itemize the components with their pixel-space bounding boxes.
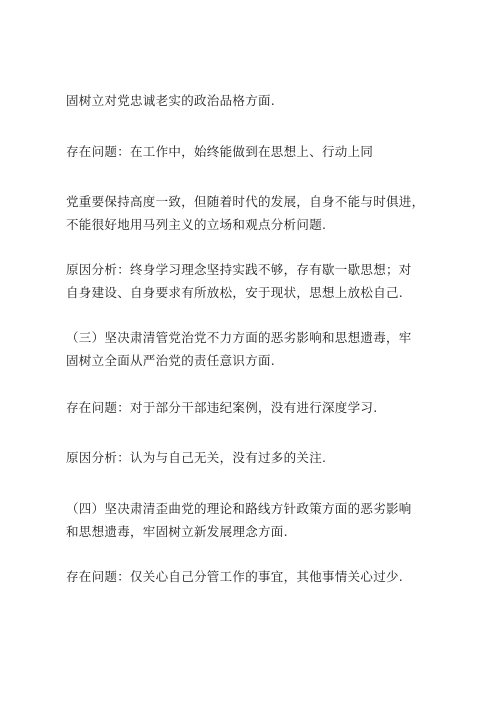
paragraph-line: 原因分析：终身学习理念坚持实践不够，存有歇一歇思想；对 <box>66 262 412 277</box>
paragraph-9 <box>66 565 446 588</box>
paragraph-line: 固树立全面从严治党的责任意识方面. <box>66 353 276 368</box>
paragraph-line: 党重要保持高度一致，但随着时代的发展，自身不能与时俱进， <box>66 194 425 209</box>
paragraph-1 <box>66 89 446 112</box>
paragraph-line: 固树立对党忠诚老实的政治品格方面. <box>66 93 276 108</box>
paragraph-section-4 <box>66 497 446 543</box>
paragraph-line: 自身建设、自身要求有所放松，安于现状，思想上放松自己. <box>66 285 404 300</box>
paragraph-3 <box>66 190 446 236</box>
paragraph-line: （四）坚决肃清歪曲党的理论和路线方针政策方面的恶劣影响 <box>66 501 412 516</box>
paragraph-line: 存在问题：在工作中，始终能做到在思想上、行动上同 <box>66 144 374 159</box>
paragraph-line: （三）坚决肃清管党治党不力方面的恶劣影响和思想遗毒，牢 <box>66 330 412 345</box>
paragraph-2 <box>66 140 446 163</box>
paragraph-line: 存在问题：对于部分干部违纪案例，没有进行深度学习. <box>66 400 378 415</box>
paragraph-line: 和思想遗毒，牢固树立新发展理念方面. <box>66 524 288 539</box>
paragraph-line: 存在问题：仅关心自己分管工作的事宜，其他事情关心过少. <box>66 569 404 584</box>
paragraph-section-3 <box>66 326 446 372</box>
paragraph-7 <box>66 446 446 469</box>
paragraph-4 <box>66 258 446 304</box>
paragraph-line: 原因分析：认为与自己无关，没有过多的关注. <box>66 450 327 465</box>
paragraph-6 <box>66 396 446 419</box>
paragraph-line: 不能很好地用马列主义的立场和观点分析问题. <box>66 217 327 232</box>
